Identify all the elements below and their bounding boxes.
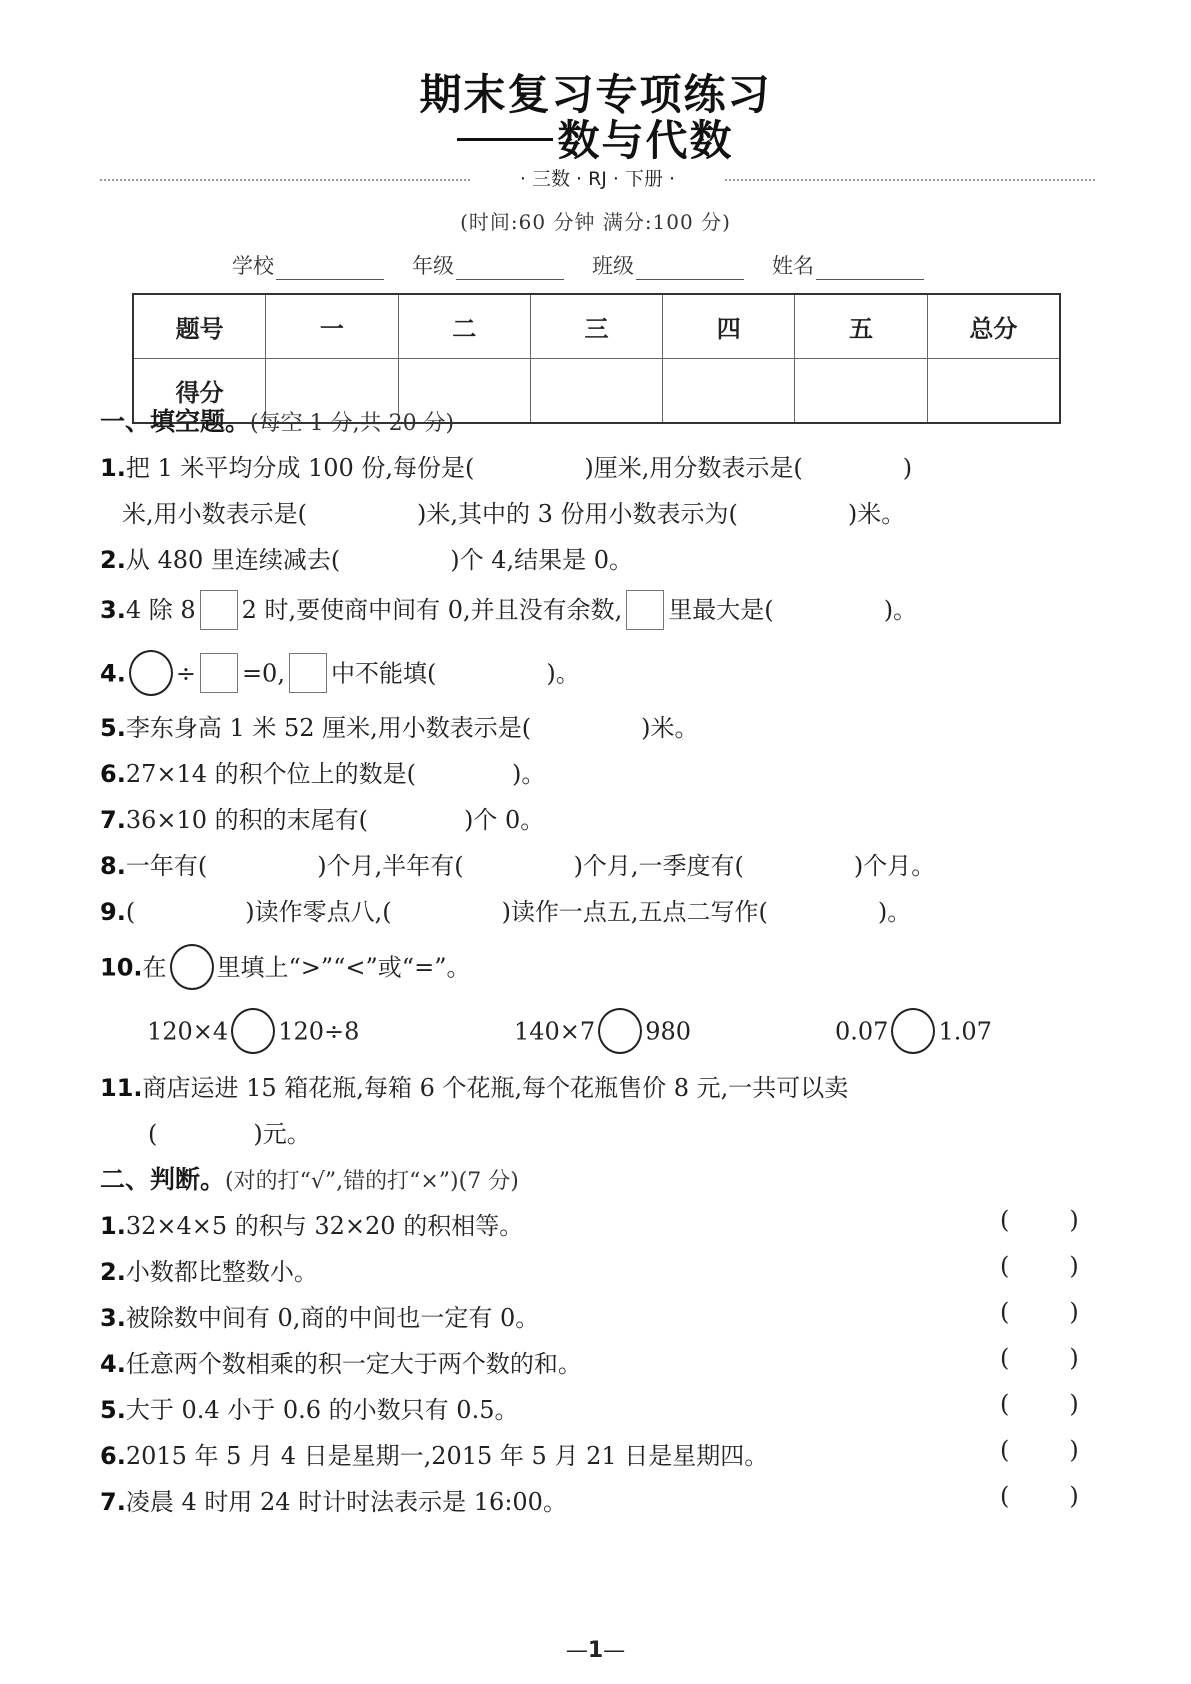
score-cell: 四 <box>663 294 795 359</box>
answer-blank[interactable] <box>768 918 878 920</box>
answer-blank[interactable] <box>135 918 245 920</box>
question-7: 7.36×10 的积的末尾有( )个 0。 <box>100 806 545 834</box>
answer-blank[interactable] <box>531 734 641 736</box>
name-blank[interactable] <box>816 255 924 280</box>
judge-item-7: 7.凌晨 4 时用 24 时计时法表示是 16:00。 <box>100 1488 567 1516</box>
answer-blank[interactable] <box>307 520 417 522</box>
answer-blank[interactable] <box>368 826 464 828</box>
score-cell: 总分 <box>927 294 1060 359</box>
compare-circle[interactable] <box>598 1008 642 1054</box>
comparison-item-1: 120×4 120÷8 <box>147 1010 359 1056</box>
answer-blank[interactable] <box>436 680 546 682</box>
page-number: —1— <box>565 1638 626 1663</box>
student-info-fields <box>232 250 952 280</box>
name-field[interactable]: 姓名 <box>772 250 924 280</box>
score-cell: 得分 <box>133 359 266 424</box>
question-9: 9.( )读作零点八,( )读作一点五,五点二写作( )。 <box>100 898 912 926</box>
question-11-line-1: 11.商店运进 15 箱花瓶,每箱 6 个花瓶,每个花瓶售价 8 元,一共可以卖 <box>100 1074 849 1102</box>
class-field[interactable]: 班级 <box>592 250 744 280</box>
question-11-line-2: ( )元。 <box>148 1120 311 1148</box>
judge-answer-7[interactable]: ( ) <box>1000 1482 1079 1510</box>
answer-blank[interactable] <box>774 616 884 618</box>
edition-label: · 三数 · RJ · 下册 · <box>519 168 676 190</box>
answer-blank[interactable] <box>744 872 854 874</box>
worksheet-title: 期末复习专项练习 <box>419 70 772 119</box>
worksheet-subtitle: 数与代数 <box>0 108 1191 168</box>
question-2: 2.从 480 里连续减去( )个 4,结果是 0。 <box>100 546 634 574</box>
score-cell: 一 <box>266 294 398 359</box>
score-cell: 二 <box>398 294 530 359</box>
score-input-cell[interactable] <box>927 359 1060 424</box>
compare-circle[interactable] <box>231 1008 275 1054</box>
question-1-line-1: 1.把 1 米平均分成 100 份,每份是( )厘米,用分数表示是( ) <box>100 454 913 482</box>
school-field[interactable]: 学校 <box>232 250 384 280</box>
question-5: 5.李东身高 1 米 52 厘米,用小数表示是( )米。 <box>100 714 699 742</box>
score-cell: 题号 <box>133 294 266 359</box>
question-8: 8.一年有( )个月,半年有( )个月,一季度有( )个月。 <box>100 852 936 880</box>
dotted-rule-right <box>725 179 1095 181</box>
section-1-heading: 一、填空题。(每空 1 分,共 20 分) <box>100 407 455 436</box>
answer-blank[interactable] <box>157 1140 253 1142</box>
score-table-header-row <box>133 294 1060 359</box>
compare-circle[interactable] <box>891 1008 935 1054</box>
answer-blank[interactable] <box>474 474 584 476</box>
question-3: 3.4 除 8 2 时,要使商中间有 0,并且没有余数, 里最大是( )。 <box>100 590 917 632</box>
judge-answer-4[interactable]: ( ) <box>1000 1344 1079 1372</box>
em-dash <box>457 138 553 141</box>
answer-circle[interactable] <box>129 650 173 696</box>
answer-box[interactable] <box>289 653 327 693</box>
judge-item-2: 2.小数都比整数小。 <box>100 1258 318 1286</box>
judge-item-5: 5.大于 0.4 小于 0.6 的小数只有 0.5。 <box>100 1396 519 1424</box>
judge-item-1: 1.32×4×5 的积与 32×20 的积相等。 <box>100 1212 524 1240</box>
circle-icon <box>170 944 214 990</box>
question-6: 6.27×14 的积个位上的数是( )。 <box>100 760 546 788</box>
question-4: 4. ÷ =0, 中不能填( )。 <box>100 652 580 698</box>
edition-divider <box>100 170 1095 190</box>
grade-blank[interactable] <box>456 255 564 280</box>
answer-box[interactable] <box>626 590 664 630</box>
answer-blank[interactable] <box>464 872 574 874</box>
judge-answer-3[interactable]: ( ) <box>1000 1298 1079 1326</box>
comparison-item-2: 140×7 980 <box>514 1010 691 1056</box>
grade-field[interactable]: 年级 <box>412 250 564 280</box>
judge-item-6: 6.2015 年 5 月 4 日是星期一,2015 年 5 月 21 日是星期四。 <box>100 1442 769 1470</box>
judge-answer-5[interactable]: ( ) <box>1000 1390 1079 1418</box>
score-cell: 五 <box>795 294 927 359</box>
answer-blank[interactable] <box>392 918 502 920</box>
question-10: 10.在 里填上“>”“<”或“=”。 <box>100 946 470 992</box>
answer-blank[interactable] <box>416 780 512 782</box>
answer-blank[interactable] <box>738 520 848 522</box>
answer-blank[interactable] <box>803 474 903 476</box>
answer-blank[interactable] <box>207 872 317 874</box>
comparison-item-3: 0.07 1.07 <box>835 1010 992 1056</box>
judge-item-4: 4.任意两个数相乘的积一定大于两个数的和。 <box>100 1350 582 1378</box>
score-input-cell[interactable] <box>795 359 927 424</box>
score-input-cell[interactable] <box>530 359 662 424</box>
score-cell: 三 <box>530 294 662 359</box>
answer-blank[interactable] <box>340 566 450 568</box>
section-2-heading: 二、判断。(对的打“√”,错的打“×”)(7 分) <box>100 1165 519 1194</box>
answer-box[interactable] <box>200 590 238 630</box>
judge-item-3: 3.被除数中间有 0,商的中间也一定有 0。 <box>100 1304 540 1332</box>
judge-answer-6[interactable]: ( ) <box>1000 1436 1079 1464</box>
time-and-score-info: (时间:60 分钟 满分:100 分) <box>460 210 731 234</box>
answer-box[interactable] <box>200 653 238 693</box>
school-blank[interactable] <box>276 255 384 280</box>
judge-answer-1[interactable]: ( ) <box>1000 1206 1079 1234</box>
class-blank[interactable] <box>636 255 744 280</box>
question-1-line-2: 米,用小数表示是( )米,其中的 3 份用小数表示为( )米。 <box>122 500 906 528</box>
score-input-cell[interactable] <box>663 359 795 424</box>
judge-answer-2[interactable]: ( ) <box>1000 1252 1079 1280</box>
